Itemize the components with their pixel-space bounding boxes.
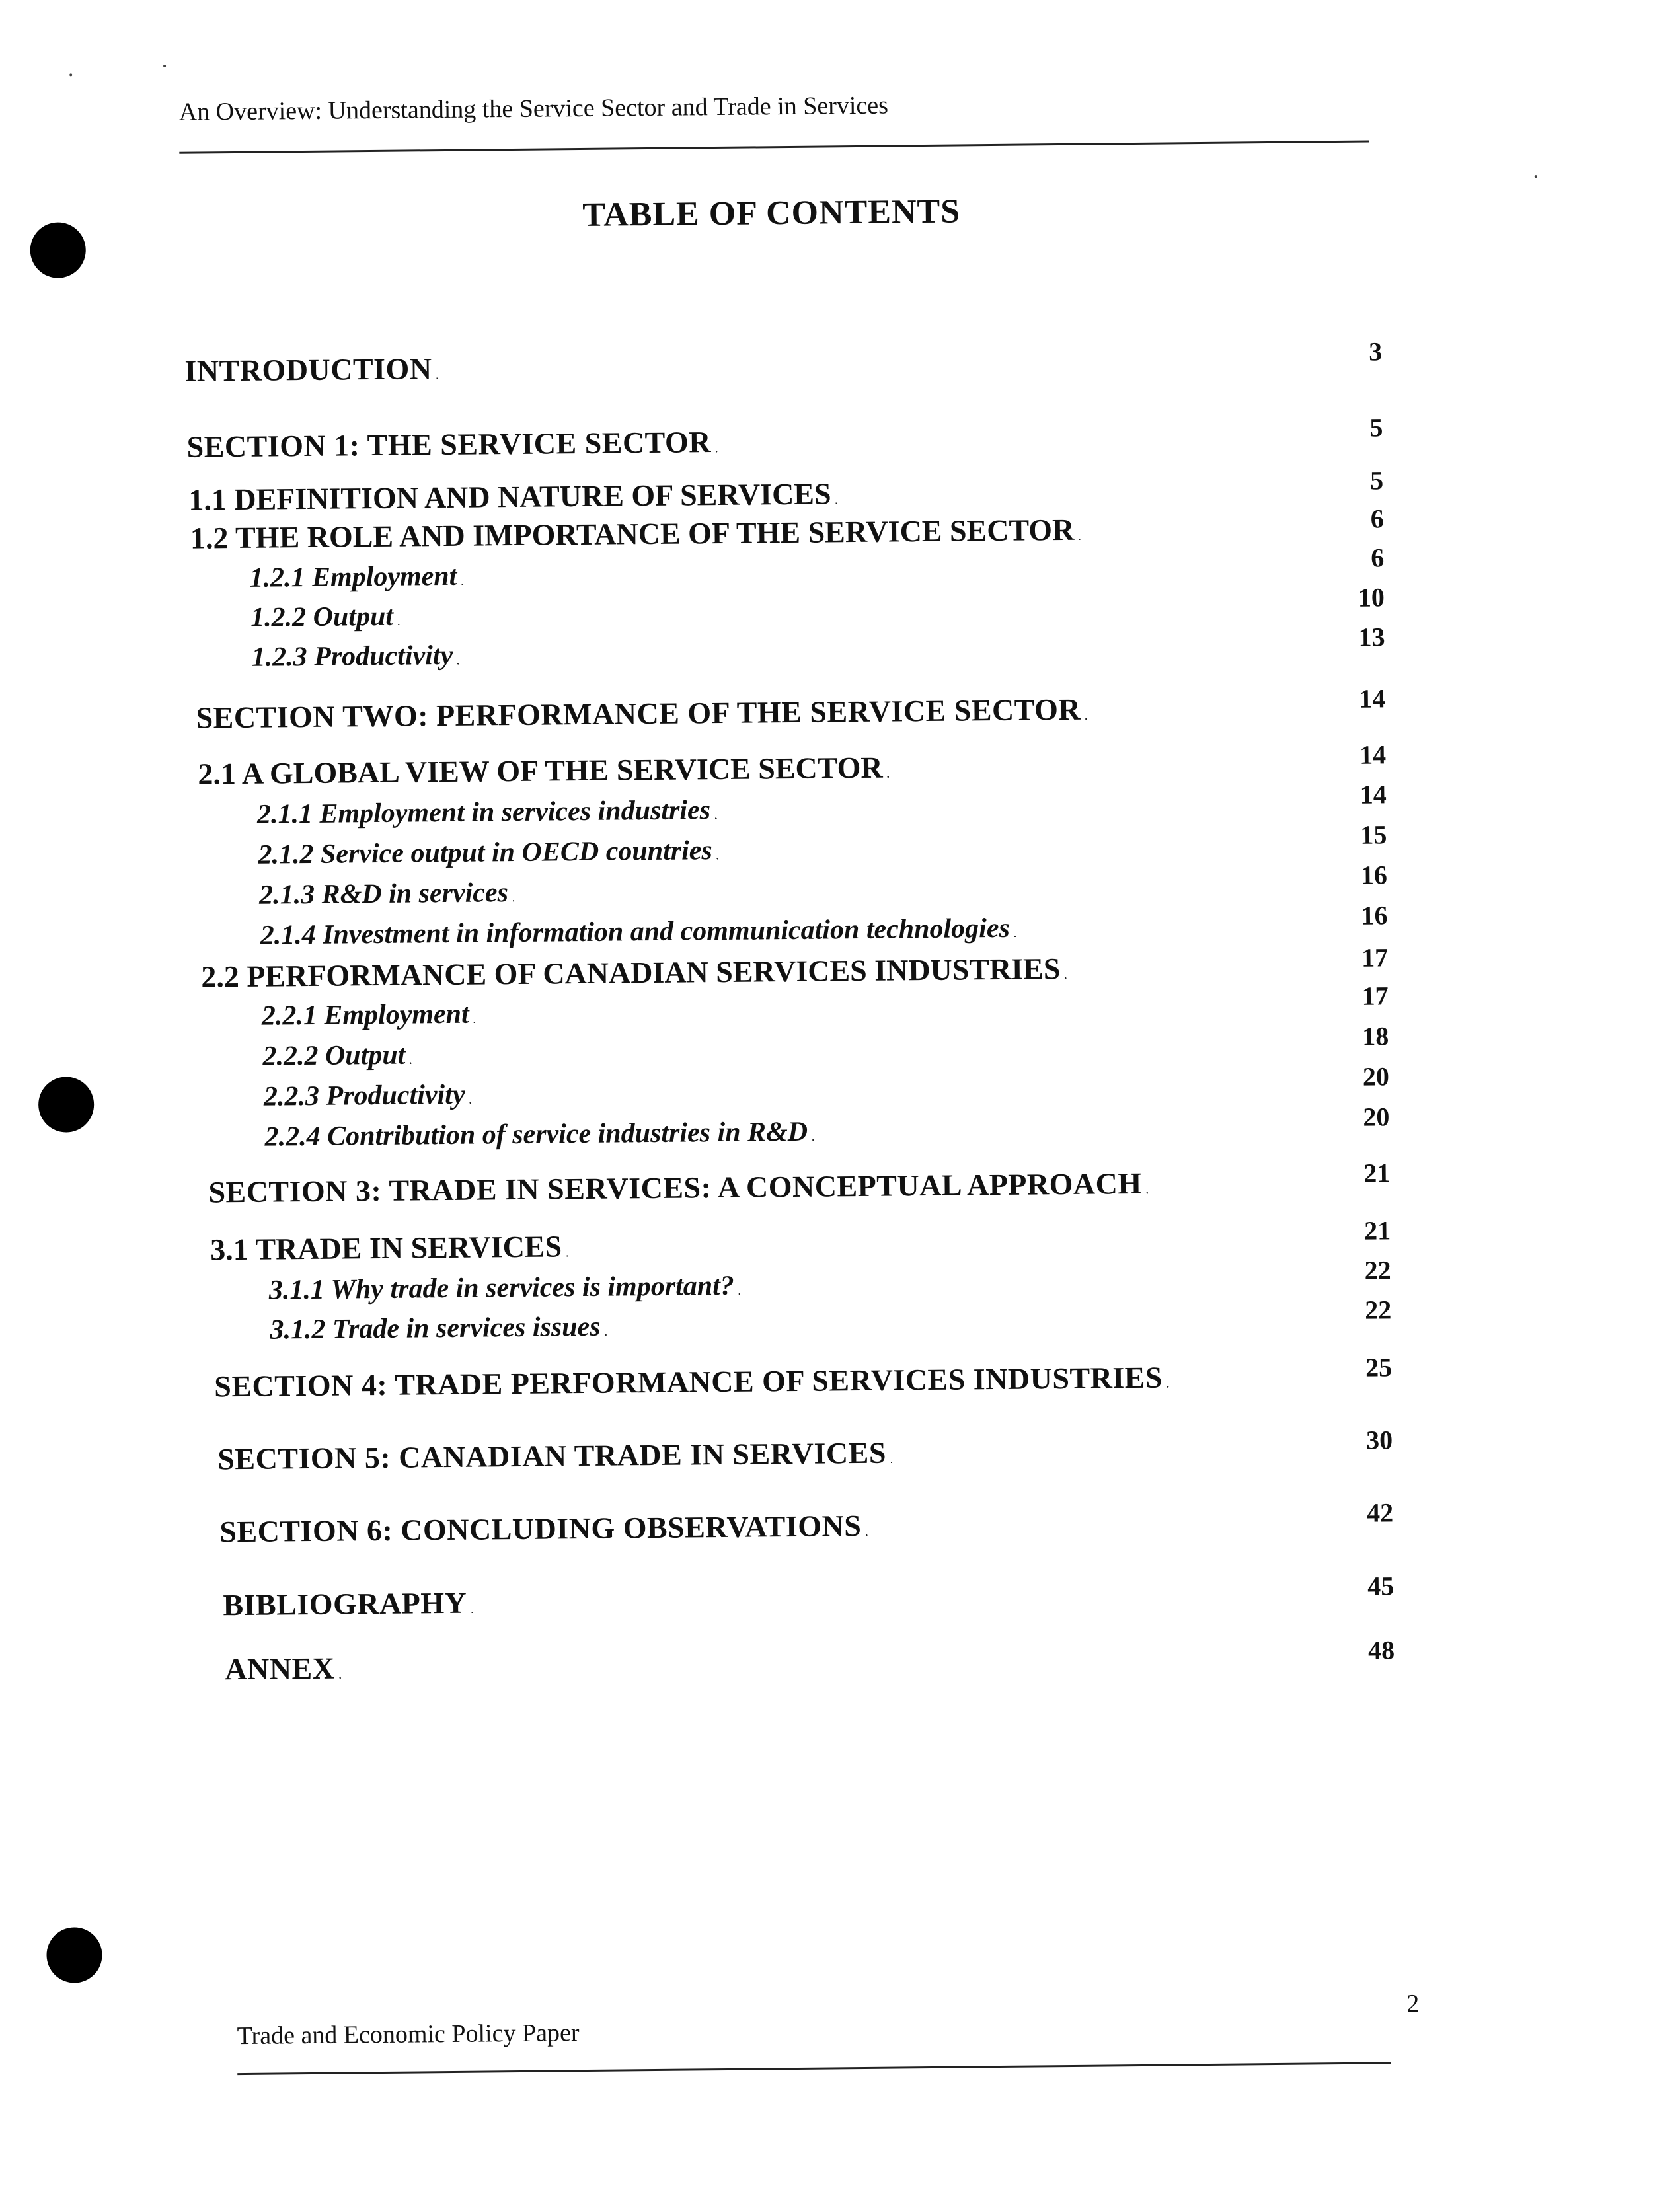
- toc-entry-section-2[interactable]: [196, 683, 1386, 735]
- dot-leader: [1146, 1183, 1360, 1197]
- punch-hole-middle: [38, 1077, 95, 1133]
- toc-entry-bibliography[interactable]: [223, 1571, 1394, 1622]
- toc-entry-2-2-1[interactable]: [261, 981, 1389, 1032]
- dot-leader: [887, 765, 1356, 781]
- scan-speck: [1535, 175, 1537, 178]
- dot-leader: [1014, 925, 1357, 940]
- toc-entry-2-2-2[interactable]: [262, 1021, 1389, 1072]
- toc-entry-label: 1.2.3 Productivity: [251, 640, 453, 673]
- toc-entry-2-1-4[interactable]: [260, 900, 1388, 951]
- toc-entry-3-1-2[interactable]: [270, 1295, 1392, 1345]
- toc-entry-page: 22: [1364, 1255, 1391, 1285]
- toc-entry-page: 42: [1366, 1497, 1394, 1528]
- dot-leader: [1078, 529, 1367, 543]
- toc-entry-label: SECTION 5: CANADIAN TRADE IN SERVICES: [217, 1435, 887, 1476]
- toc-entry-1-2-2[interactable]: [250, 582, 1385, 633]
- toc-entry-label: SECTION 6: CONCLUDING OBSERVATIONS: [219, 1509, 862, 1549]
- dot-leader: [436, 361, 1365, 382]
- toc-entry-1-2[interactable]: [190, 504, 1384, 555]
- toc-entry-page: 48: [1367, 1635, 1395, 1665]
- toc-entry-label: 2.1 A GLOBAL VIEW OF THE SERVICE SECTOR: [198, 750, 883, 791]
- toc-entry-page: 15: [1360, 819, 1387, 850]
- toc-entry-label: 2.2.2 Output: [262, 1040, 406, 1072]
- dot-leader: [1166, 1377, 1361, 1391]
- toc-entry-section-3[interactable]: [208, 1158, 1391, 1209]
- toc-entry-section-1[interactable]: [186, 412, 1383, 464]
- dot-leader: [890, 1450, 1363, 1466]
- toc-entry-page: 6: [1370, 504, 1384, 534]
- toc-entry-annex[interactable]: [225, 1635, 1395, 1686]
- toc-entry-2-2-4[interactable]: [264, 1102, 1390, 1153]
- dot-leader: [865, 1523, 1363, 1539]
- footer-rule: [237, 2062, 1391, 2075]
- footer-publication: Trade and Economic Policy Paper: [237, 2019, 580, 2051]
- toc-entry-2-2-3[interactable]: [263, 1061, 1390, 1112]
- dot-leader: [1085, 708, 1355, 723]
- toc-entry-page: 20: [1363, 1102, 1390, 1132]
- toc-entry-page: 17: [1361, 942, 1389, 973]
- punch-hole-bottom: [46, 1927, 102, 1983]
- toc-entry-page: 16: [1361, 900, 1388, 930]
- toc-entry-section-5[interactable]: [217, 1425, 1393, 1476]
- toc-entry-label: 2.1.4 Investment in information and communication technologies: [260, 913, 1011, 951]
- toc-entry-3-1-1[interactable]: [268, 1255, 1391, 1306]
- toc-entry-label: SECTION 1: THE SERVICE SECTOR: [186, 425, 712, 464]
- toc-entry-label: 1.2 THE ROLE AND IMPORTANCE OF THE SERVICE SECTOR: [190, 512, 1075, 555]
- toc-entry-page: 18: [1362, 1021, 1389, 1051]
- toc-entry-page: 13: [1358, 622, 1385, 652]
- toc-entry-page: 10: [1357, 582, 1385, 613]
- toc-entry-label: 2.1.3 R&D in services: [258, 878, 509, 911]
- toc-entry-label: 2.1.2 Service output in OECD countries: [258, 835, 712, 870]
- toc-entry-1-2-3[interactable]: [251, 622, 1385, 673]
- dot-leader: [835, 490, 1367, 508]
- running-header: An Overview: Understanding the Service Sector and Trade in Services: [178, 91, 889, 126]
- toc-entry-page: 21: [1363, 1215, 1391, 1246]
- toc-entry-page: 21: [1363, 1158, 1391, 1188]
- toc-entry-page: 17: [1361, 981, 1389, 1011]
- toc-entry-label: 2.2.1 Employment: [261, 999, 469, 1032]
- dot-leader: [812, 1127, 1359, 1144]
- toc-entry-page: 14: [1359, 739, 1387, 770]
- toc-entry-page: 25: [1365, 1352, 1393, 1382]
- dot-leader: [715, 437, 1366, 455]
- toc-entry-page: 14: [1359, 683, 1386, 714]
- toc-entry-2-2[interactable]: [201, 942, 1389, 994]
- dot-leader: [457, 647, 1355, 667]
- scan-speck: [163, 65, 166, 67]
- toc-entry-label: 2.2 PERFORMANCE OF CANADIAN SERVICES INDUSTRIES: [201, 952, 1061, 994]
- toc-entry-label: 3.1 TRADE IN SERVICES: [210, 1229, 562, 1267]
- toc-entry-label: 1.2.2 Output: [250, 601, 394, 633]
- dot-leader: [605, 1320, 1361, 1339]
- dot-leader: [512, 885, 1357, 905]
- page-number: 2: [1406, 1989, 1420, 2018]
- toc-entry-label: 1.2.1 Employment: [249, 560, 457, 593]
- toc-entry-label: 1.1 DEFINITION AND NATURE OF SERVICES: [188, 476, 831, 517]
- dot-leader: [473, 1006, 1358, 1026]
- toc-entry-label: ANNEX: [225, 1651, 335, 1686]
- header-rule: [179, 141, 1369, 154]
- toc-entry-page: 5: [1369, 412, 1383, 443]
- toc-entry-page: 22: [1365, 1295, 1392, 1325]
- toc-entry-introduction[interactable]: [184, 336, 1383, 388]
- toc-entry-page: 14: [1359, 779, 1387, 810]
- dot-leader: [471, 1596, 1363, 1616]
- page-title: TABLE OF CONTENTS: [582, 192, 961, 234]
- toc-entry-page: 45: [1367, 1571, 1394, 1601]
- toc-entry-label: SECTION 3: TRADE IN SERVICES: A CONCEPTUAL APPROACH: [208, 1166, 1142, 1209]
- toc-entry-1-2-1[interactable]: [249, 543, 1385, 593]
- dot-leader: [714, 804, 1356, 822]
- toc-entry-2-1-3[interactable]: [258, 860, 1388, 911]
- toc-entry-page: 16: [1360, 860, 1388, 890]
- toc-entry-page: 6: [1371, 543, 1385, 573]
- toc-entry-page: 20: [1362, 1061, 1390, 1092]
- dot-leader: [738, 1280, 1361, 1298]
- toc-entry-page: 30: [1365, 1425, 1393, 1455]
- toc-entry-3-1[interactable]: [210, 1215, 1391, 1267]
- toc-entry-label: 3.1.1 Why trade in services is important?: [268, 1270, 734, 1306]
- toc-entry-label: INTRODUCTION: [184, 352, 432, 388]
- dot-leader: [566, 1240, 1360, 1260]
- toc-entry-section-4[interactable]: [214, 1352, 1393, 1404]
- toc-entry-2-1[interactable]: [198, 739, 1387, 791]
- dot-leader: [409, 1046, 1358, 1067]
- toc-entry-label: 2.1.1 Employment in services industries: [256, 795, 711, 830]
- toc-entry-label: SECTION 4: TRADE PERFORMANCE OF SERVICES INDUSTRIES: [214, 1360, 1163, 1404]
- toc-entry-label: 2.2.4 Contribution of service industries in R&D: [264, 1116, 808, 1153]
- dot-leader: [397, 607, 1354, 628]
- toc-entry-2-1-1[interactable]: [256, 779, 1387, 830]
- scan-speck: [69, 73, 72, 76]
- toc-entry-label: BIBLIOGRAPHY: [223, 1585, 467, 1622]
- dot-leader: [338, 1660, 1364, 1682]
- dot-leader: [1064, 967, 1357, 982]
- dot-leader: [461, 568, 1367, 588]
- toc-entry-page: 3: [1369, 336, 1383, 367]
- toc-entry-section-6[interactable]: [219, 1497, 1394, 1549]
- toc-entry-label: SECTION TWO: PERFORMANCE OF THE SERVICE SECTOR: [196, 692, 1081, 735]
- toc-entry-label: 2.2.3 Productivity: [263, 1079, 465, 1112]
- toc-entry-page: 5: [1369, 465, 1384, 496]
- toc-entry-label: 3.1.2 Trade in services issues: [270, 1311, 601, 1345]
- toc-entry-2-1-2[interactable]: [258, 819, 1387, 870]
- dot-leader: [716, 845, 1357, 862]
- dot-leader: [469, 1086, 1359, 1107]
